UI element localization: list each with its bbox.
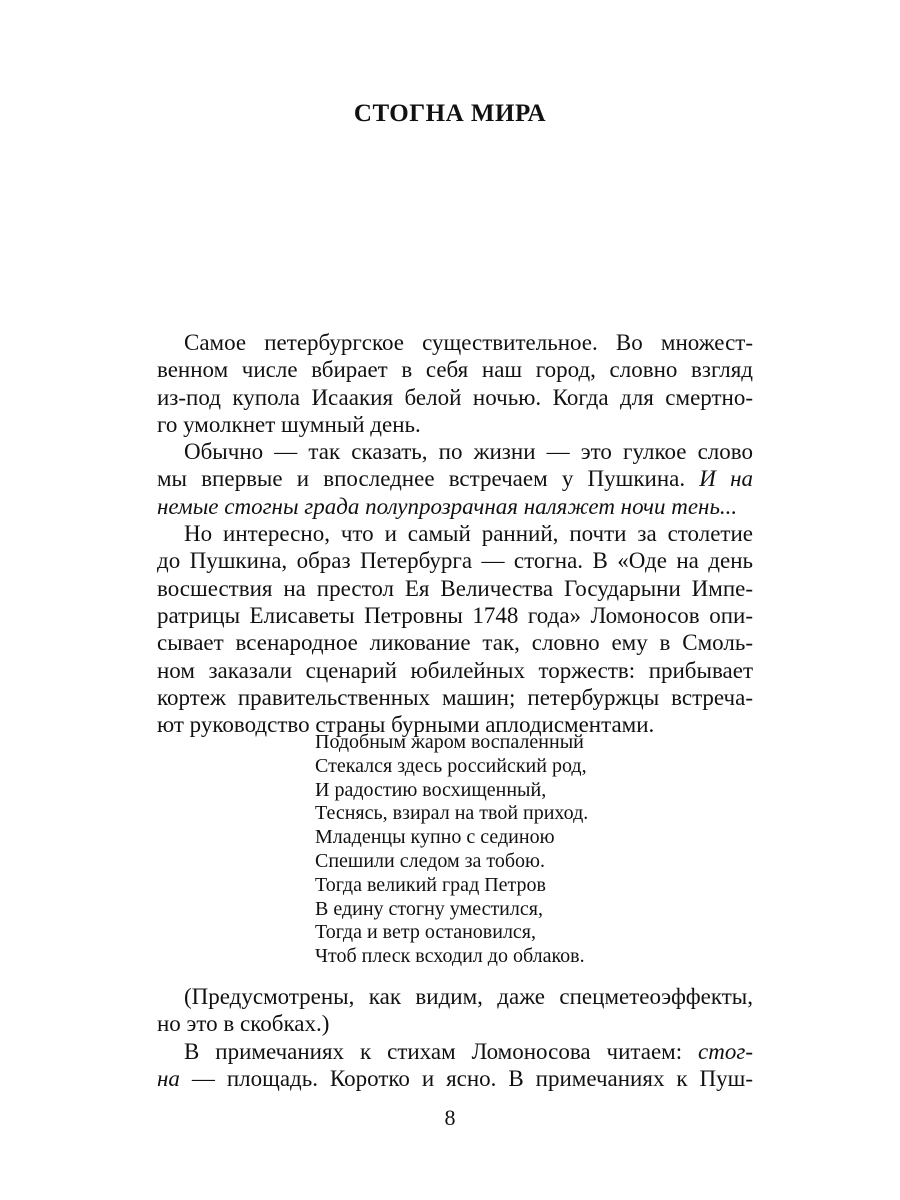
poem-line: Младенцы купно с сединою <box>315 826 555 849</box>
text-line: ном заказали сценарий юбилейных торжеств: прибывает <box>157 657 753 683</box>
text-line: (Предусмотрены, как видим, даже спецметеоэффекты, <box>184 984 753 1009</box>
text-line: кортеж правительственных машин; петербуржцы встреча- <box>157 684 753 710</box>
body-text-bottom <box>157 983 753 1092</box>
poem-line: И радостию восхищенный, <box>315 778 547 801</box>
poem-quote <box>315 731 588 969</box>
text-line: ратрицы Елисаветы Петровны 1748 года» Ломоносов опи- <box>157 602 753 628</box>
text-segment: мы впервые и впоследнее встречаем у Пушкина. <box>157 466 686 492</box>
italic-term: стог- <box>698 1038 753 1064</box>
text-line: Самое петербургское существительное. Во множест- <box>184 330 753 355</box>
text-line <box>157 465 753 492</box>
body-text-top <box>157 329 753 738</box>
text-segment: — площадь. Коротко и ясно. В примечаниях к Пуш- <box>191 1065 753 1091</box>
text-line: восшествия на престол Ея Величества Государыни Импе- <box>157 575 753 601</box>
text-line: из-под купола Исаакия белой ночью. Когда для смертно- <box>157 384 753 410</box>
text-line: сывает всенародное ликование так, словно ему в Смоль- <box>157 630 753 656</box>
text-line <box>157 1038 753 1065</box>
text-line <box>157 1065 753 1092</box>
poem-line: Спешили следом за тобою. <box>315 849 545 872</box>
text-segment: В примечаниях к стихам Ломоносова читаем: <box>184 1038 683 1064</box>
poem-line: Тогда и ветр остановился, <box>315 921 537 944</box>
italic-quote-line: немые стогны града полупрозрачная наляжет ночи тень... <box>157 493 738 519</box>
italic-quote: И на <box>699 466 753 492</box>
poem-line: Подобным жаром воспаленный <box>315 731 584 753</box>
text-line: ют руководство страны бурными аплодисментами. <box>157 712 655 738</box>
text-line: го умолкнет шумный день. <box>157 411 421 437</box>
poem-line: Теснясь, взирал на твой приход. <box>315 802 589 825</box>
text-line: Но интересно, что и самый ранний, почти за столетие <box>184 521 753 547</box>
poem-line: Чтоб плеск всходил до облаков. <box>315 945 585 968</box>
text-line: до Пушкина, образ Петербурга — стогна. В «Оде на день <box>157 548 753 574</box>
page-number: 8 <box>444 1105 456 1130</box>
italic-term: на <box>157 1065 180 1091</box>
poem-line: В едину стогну уместился, <box>315 897 543 920</box>
chapter-title: СТОГНА МИРА <box>353 100 547 127</box>
poem-line: Стекался здесь российский род, <box>315 754 587 777</box>
poem-line: Тогда великий град Петров <box>315 873 546 896</box>
text-line: но это в скобках.) <box>157 1011 330 1037</box>
text-line: венном числе вбирает в себя наш город, словно взгляд <box>157 357 753 383</box>
text-line: Обычно — так сказать, по жизни — это гулкое слово <box>184 439 753 465</box>
